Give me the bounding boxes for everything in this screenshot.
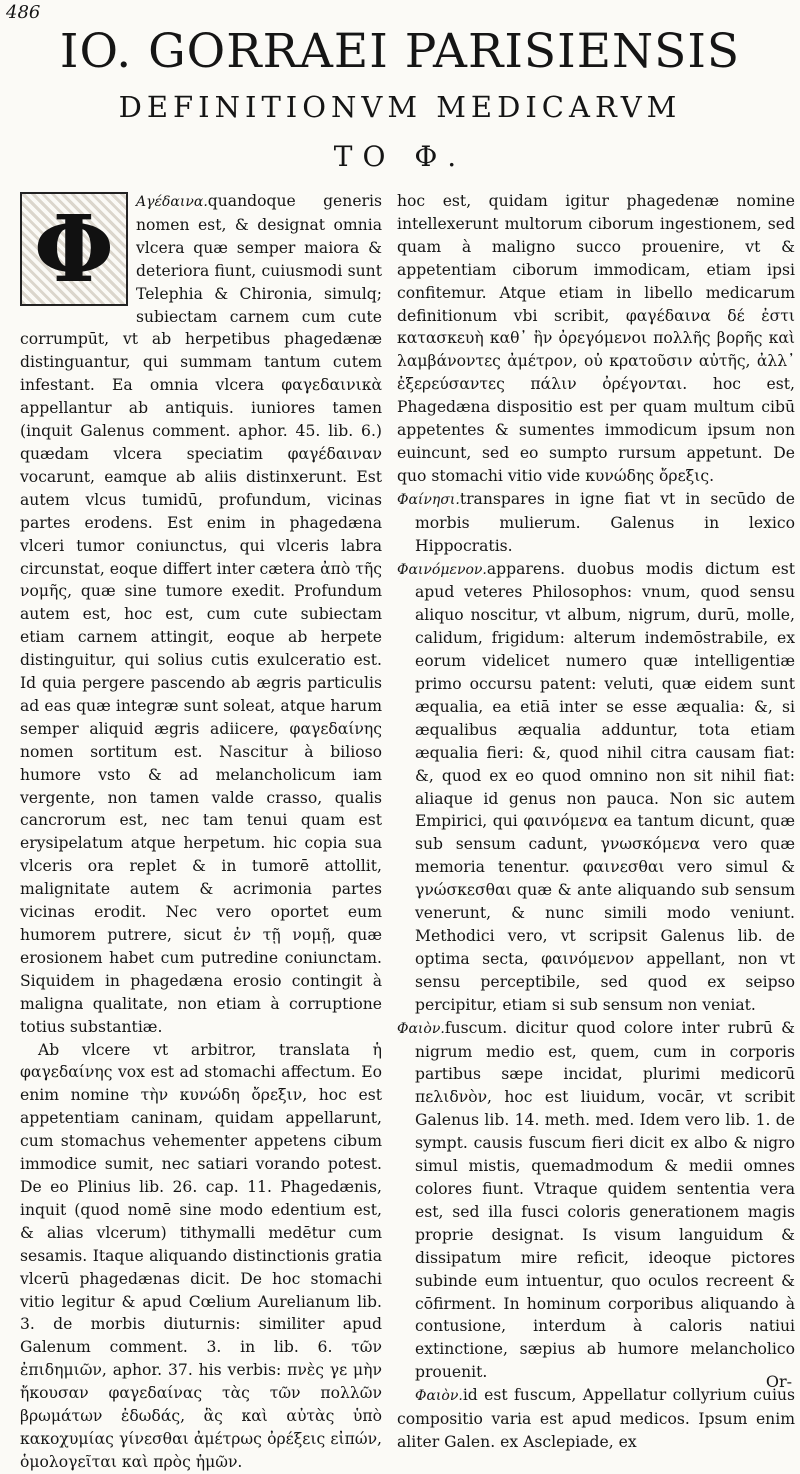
left-column xyxy=(20,190,382,1474)
entry-lemma: Φαινόμενον. xyxy=(397,561,487,578)
entry-text: id est fuscum, Appellatur collyrium cuius compositio varia est apud medicos. Ipsum enim aliter Galen. ex Asclepiade, ex xyxy=(397,1386,795,1451)
entry-text: transpares in igne fiat vt in secūdo de morbis mulierum. Galenus in lexico Hippocratis. xyxy=(415,489,795,555)
entry-paragraph xyxy=(20,190,382,1039)
drop-cap-letter: Φ xyxy=(22,194,126,304)
entry-lemma: Αγέδαινα. xyxy=(136,194,208,210)
page-number: 486 xyxy=(6,2,41,23)
entry-lemma: Φαίνησι. xyxy=(397,491,460,508)
entry-text: Ab vlcere vt arbitror, translata ἡ φαγεδαίνης vox est ad stomachi affectum. Eo enim nomine τὴν κυνώδη ὄρεξιν, hoc est appetentiam caninam, quidam appellarunt, cum stomachus vehementer appetens cibum immodice sumit, nec satiari vorando potest. De eo Plinius lib. 26. cap. 11. Phagedænis, inquit (quod nomē sine modo edentium est, & alias vlcerum) tithymalli medētur cum sesamis. Itaque aliquando distinctionis gratia vlcerū phagedænas dicit. De hoc stomachi vitio legitur & apud Cœlium Aurelianum lib. 3. de morbis diuturnis: similiter apud Galenum comment. 3. in lib. 6. τῶν ἐπιδημιῶν, aphor. 37. his verbis: πνὲς γε μὴν ἤκουσαν φαγεδαίνας τὰς τῶν πολλῶν βρωμάτων ἐδωδάς, ἃς καὶ αὐτὰς ὑπὸ κακοχυμίας γίνεσθαι ἀμέτρως ὀρέξεις εἰπών, ὁμολογεῖται καὶ πρὸς ἡμῶν. xyxy=(20,1040,382,1471)
page-subtitle: DEFINITIONVM MEDICARVM xyxy=(118,90,682,124)
entry-paragraph xyxy=(20,1039,382,1474)
entry-paragraph xyxy=(397,488,795,558)
right-column xyxy=(397,190,795,1454)
section-heading: TO Φ. xyxy=(333,140,467,173)
page-title: IO. GORRAEI PARISIENSIS xyxy=(59,24,741,79)
drop-cap-ornament xyxy=(20,192,128,306)
right-column-paragraphs xyxy=(397,190,795,1454)
entry-text: hoc est, quidam igitur phagedenæ nomine intellexerunt multorum ciborum ingestionem, sed quam à maligno succo prouenire, vt & appetentiam ciborum immodicam, etiam ipsi confitemur. Atque etiam in libello medicarum definitionum vbi scribit, φαγέδαινα δέ ἐστι κατασκευὴ καθ᾿ ἣν ὀρεγόμενοι πολλῆς βορῆς καὶ λαμβάνοντες ἀμέτρον, οὐ κρατοῦσιν αὐτῆς, ἀλλ᾿ ἐξερεύσαντες πάλιν ὀρέγονται. hoc est, Phagedæna dispositio est per quam multum cibū appetentes & sumentes immodicum ipsum non euincunt, sed eo sumpto rursum appetunt. De quo stomachi vitio vide κυνώδης ὄρεξις. xyxy=(397,192,795,485)
catchword: Or- xyxy=(765,1372,792,1391)
entry-paragraph xyxy=(397,190,795,488)
entry-lemma: Φαιὸν. xyxy=(397,1020,445,1037)
entry-text: apparens. duobus modis dictum est apud veteres Philosophos: vnum, quod sensu aliquo noscitur, vt album, nigrum, durū, molle, calidum, frigidum: alterum indemōstrabile, ex eorum videlicet numero quæ intelligentiæ primo occursu patent: veluti, quæ eidem sunt æqualia, ea etiā inter se esse æqualia: &, si æqualibus æqualia adduntur, tota etiam æqualia fieri: &, quod nihil citra causam fiat: &, quod ex eo quod omnino non sit nihil fiat: aliaque id genus non pauca. Non sic autem Empirici, qui φαινόμενα ea tantum dicunt, quæ sub sensum cadunt, γνωσκόμενα vero quæ memoria tenentur. φαινεσθαι vero simul & γνώσκεσθαι quæ & ante aliquando sub sensum venerunt, & nunc simili modo veniunt. Methodici vero, vt scripsit Galenus lib. de optima secta, φαινόμενον appellant, non vt sensu perceptibile, sed quod ex seipso percipitur, etiam si sub sensum non veniat. xyxy=(415,559,795,1014)
entry-paragraph xyxy=(397,1017,795,1385)
entry-paragraph xyxy=(397,558,795,1017)
entry-paragraph xyxy=(397,1384,795,1454)
entry-text: fuscum. dicitur quod colore inter rubrū & nigrum medio est, quem, cum in corporis partibus sæpe incidat, plurimi medicorū πελιδνὸν, hoc est liuidum, vocār, vt scribit Galenus lib. 14. meth. med. Idem vero lib. 1. de sympt. causis fuscum fieri dicit ex albo & nigro simul mistis, quemadmodum & medii omnes colores fiunt. Vtraque quidem sententia vera est, sed illa fusci coloris generationem magis proprie designat. Is visum languidum & dissipatum mire reficit, ideoque pictores subinde eum intuentur, quo oculos recreent & cōfirment. In hominum corporibus aliquando à contusione, interdum à caloris natiui extinctione, sæpius ab humore melancholico prouenit. xyxy=(415,1018,795,1382)
left-column-paragraphs xyxy=(20,190,382,1474)
entry-text: quandoque generis nomen est, & designat omnia vlcera quæ semper maiora & deteriora fiunt, cuiusmodi sunt Telephia & Chironia, simulq; subiectam carnem cum cute corrumpūt, vt ab herpetibus phagedænæ distinguantur, qui summam tantum cutem infestant. Ea omnia vlcera φαγεδαινικὰ appellantur ab antiquis. iuniores tamen (inquit Galenus comment. aphor. 45. lib. 6.) quædam vlcera speciatim φαγέδαιναν vocarunt, eamque ab aliis distinxerunt. Est autem vlcus tumidū, profundum, vicinas partes erodens. Est enim in phagedæna vlceri tumor coniunctus, qui vlceris labra circunstat, eoque differt inter cætera ἀπὸ τῆς νομῆς, quæ sine tumore exedit. Profundum autem est, hoc est, cum cute subiectam etiam carnem attingit, eoque ab herpete distinguitur, qui solius cutis exulceratio est. Id quia pergere pascendo ab ægris particulis ad eas quæ integræ sunt soleat, atque harum semper aliquid ægris adiicere, φαγεδαίνης nomen sortitum est. Nascitur à bilioso humore vsto & ad melancholicum iam vergente, non tamen valde crasso, qualis cancrorum est, nec tam tenui quam est erysipelatum atque herpetum. hic copia sua vlceris ora replet & in tumorē attollit, malignitate autem & acrimonia partes vicinas erodit. Nec vero oportet eum humorem putrere, sicut ἐν τῇ νομῇ, quæ erosionem habet cum putredine coniunctam. Siquidem in phagedæna erosio contingit à maligna qualitate, non etiam à corruptione totius substantiæ. xyxy=(20,192,382,1036)
entry-lemma: Φαιὸν. xyxy=(415,1388,463,1405)
